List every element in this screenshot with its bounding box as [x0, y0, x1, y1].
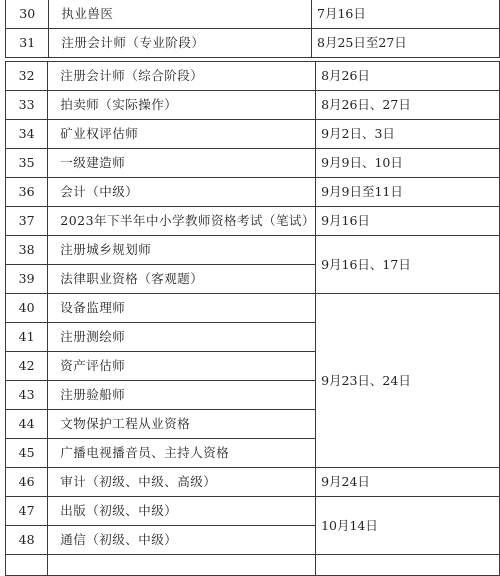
exam-name: 拍卖师（实际操作）	[48, 91, 316, 120]
row-number-empty	[6, 555, 48, 576]
exam-date: 8月25日至27日	[312, 29, 500, 58]
row-number: 48	[6, 526, 48, 555]
row-number: 44	[6, 410, 48, 439]
exam-date-empty	[316, 555, 500, 576]
exam-name: 注册城乡规划师	[48, 236, 316, 265]
exam-date: 8月26日	[316, 62, 500, 91]
exam-name: 注册会计师（专业阶段）	[49, 29, 312, 58]
table-row	[6, 29, 500, 58]
row-number: 47	[6, 497, 48, 526]
row-number: 45	[6, 439, 48, 468]
exam-date: 10月14日	[316, 497, 500, 555]
exam-name: 文物保护工程从业资格	[48, 410, 316, 439]
exam-name: 注册测绘师	[48, 323, 316, 352]
exam-name: 执业兽医	[49, 0, 312, 29]
row-number: 37	[6, 207, 48, 236]
exam-name: 注册会计师（综合阶段）	[48, 62, 316, 91]
row-number: 34	[6, 120, 48, 149]
row-number: 36	[6, 178, 48, 207]
exam-table-main	[5, 61, 500, 576]
exam-date: 8月26日、27日	[316, 91, 500, 120]
row-number: 42	[6, 352, 48, 381]
exam-name: 资产评估师	[48, 352, 316, 381]
exam-name: 设备监理师	[48, 294, 316, 323]
exam-name: 广播电视播音员、主持人资格	[48, 439, 316, 468]
exam-date: 7月16日	[312, 0, 500, 29]
table-row	[6, 236, 500, 265]
exam-date: 9月16日、17日	[316, 236, 500, 294]
table-row-partial	[6, 555, 500, 576]
row-number: 30	[6, 0, 49, 29]
table-row	[6, 62, 500, 91]
table-row	[6, 149, 500, 178]
row-number: 41	[6, 323, 48, 352]
row-number: 38	[6, 236, 48, 265]
table-row	[6, 0, 500, 29]
exam-date: 9月24日	[316, 468, 500, 497]
table-row	[6, 294, 500, 323]
row-number: 43	[6, 381, 48, 410]
exam-date: 9月9日至11日	[316, 178, 500, 207]
row-number: 33	[6, 91, 48, 120]
exam-name: 审计（初级、中级、高级）	[48, 468, 316, 497]
exam-name-empty	[48, 555, 316, 576]
row-number: 31	[6, 29, 49, 58]
exam-name: 法律职业资格（客观题）	[48, 265, 316, 294]
exam-date: 9月16日	[316, 207, 500, 236]
row-number: 40	[6, 294, 48, 323]
exam-name: 通信（初级、中级）	[48, 526, 316, 555]
exam-table-top	[5, 0, 500, 58]
table-row	[6, 468, 500, 497]
exam-name: 会计（中级）	[48, 178, 316, 207]
exam-name: 注册验船师	[48, 381, 316, 410]
exam-name: 出版（初级、中级）	[48, 497, 316, 526]
row-number: 46	[6, 468, 48, 497]
table-row	[6, 207, 500, 236]
table-row	[6, 178, 500, 207]
table-row	[6, 120, 500, 149]
table-row	[6, 91, 500, 120]
exam-date: 9月23日、24日	[316, 294, 500, 468]
exam-name: 2023年下半年中小学教师资格考试（笔试）	[48, 207, 316, 236]
exam-name: 一级建造师	[48, 149, 316, 178]
exam-date: 9月2日、3日	[316, 120, 500, 149]
exam-date: 9月9日、10日	[316, 149, 500, 178]
row-number: 39	[6, 265, 48, 294]
table-row	[6, 497, 500, 526]
row-number: 35	[6, 149, 48, 178]
row-number: 32	[6, 62, 48, 91]
exam-name: 矿业权评估师	[48, 120, 316, 149]
